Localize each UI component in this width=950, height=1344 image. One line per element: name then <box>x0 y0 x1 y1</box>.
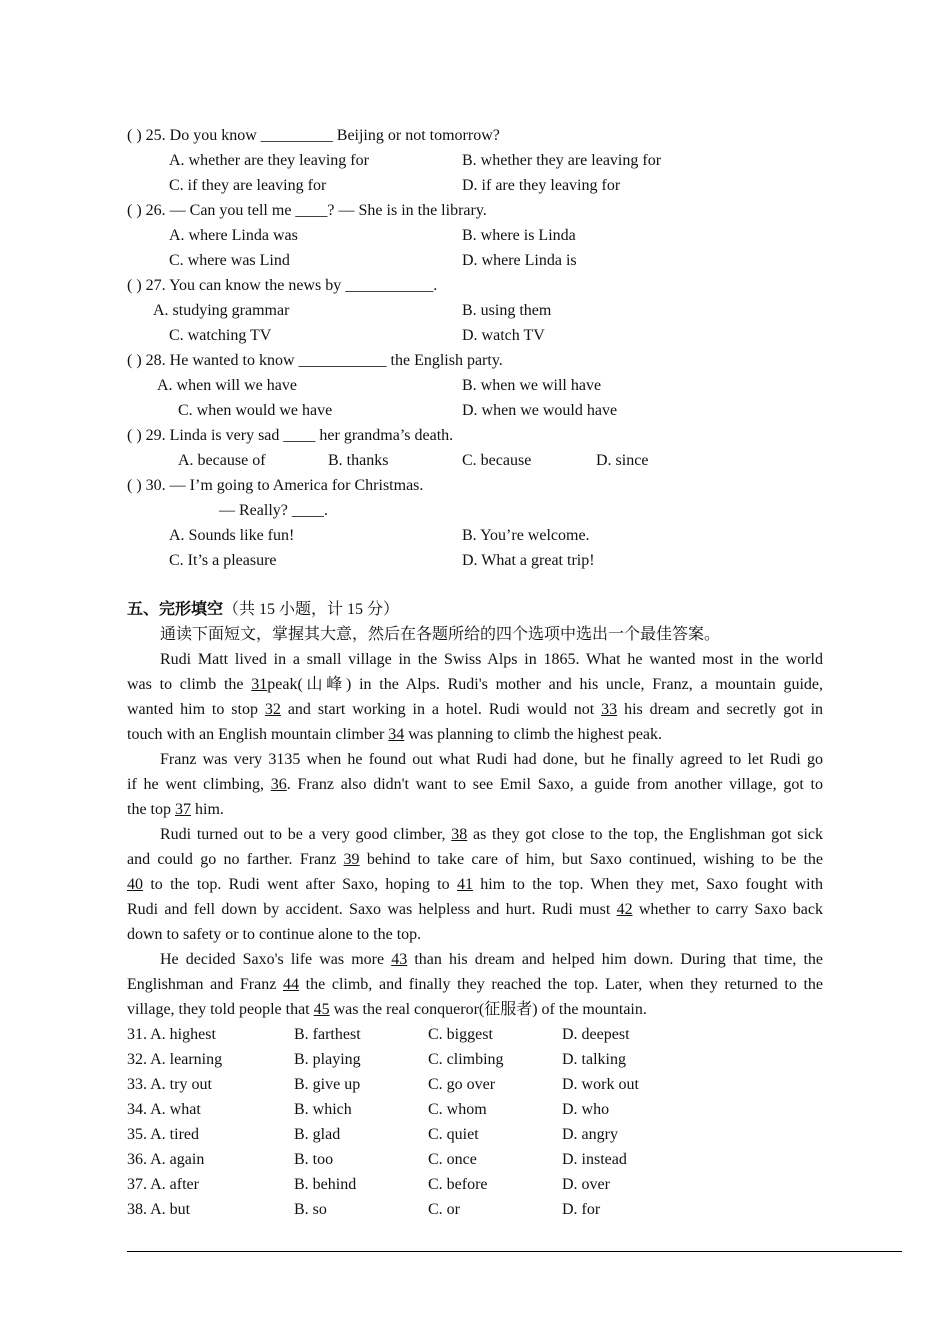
blank-32: 32 <box>264 701 281 718</box>
option-c: C. climbing <box>428 1051 504 1068</box>
q27-option-a: A. studying grammar <box>153 302 290 319</box>
option-c: C. go over <box>428 1076 496 1093</box>
blank-34: 34 <box>388 726 405 743</box>
p4-line1: He decided Saxo's life was more 43 than his dream and helped him down. During that time, the <box>160 951 824 968</box>
q25-option-a: A. whether are they leaving for <box>169 152 369 169</box>
option-a: 37. A. after <box>127 1176 199 1193</box>
question-27-stem: ( ) 27. You can know the news by ___________. <box>127 277 438 294</box>
option-b: B. which <box>294 1101 352 1118</box>
q30-option-c: C. It’s a pleasure <box>169 552 277 569</box>
q27-option-d: D. watch TV <box>462 327 545 344</box>
p1-line4: touch with an English mountain climber 34 was planning to climb the highest peak. <box>127 726 663 743</box>
q30-option-d: D. What a great trip! <box>462 552 595 569</box>
option-a: 36. A. again <box>127 1151 205 1168</box>
p3-line4: Rudi and fell down by accident. Saxo was helpless and hurt. Rudi must 42 whether to carry Saxo back <box>127 901 823 918</box>
option-b: B. farthest <box>294 1026 361 1043</box>
blank-41: 41 <box>456 876 473 893</box>
q30-option-b: B. You’re welcome. <box>462 527 590 544</box>
blank-42: 42 <box>616 901 633 918</box>
blank-40: 40 <box>127 876 143 893</box>
option-b: B. behind <box>294 1176 357 1193</box>
option-c: C. whom <box>428 1101 487 1118</box>
option-c: C. quiet <box>428 1126 479 1143</box>
section-note: （共 15 小题，计 15 分） <box>223 601 400 618</box>
question-30-reply: — Really? ____. <box>219 502 328 519</box>
option-d: D. instead <box>562 1151 627 1168</box>
q26-option-d: D. where Linda is <box>462 252 577 269</box>
option-d: D. who <box>562 1101 610 1118</box>
option-c: C. or <box>428 1201 460 1218</box>
q29-option-d: D. since <box>596 452 649 469</box>
blank-33: 33 <box>601 701 618 718</box>
blank-39: 39 <box>343 851 360 868</box>
q28-option-d: D. when we would have <box>462 402 618 419</box>
q29-option-c: C. because <box>462 452 532 469</box>
option-c: C. biggest <box>428 1026 493 1043</box>
section-heading <box>127 600 399 620</box>
q30-option-a: A. Sounds like fun! <box>169 527 295 544</box>
q27-option-c: C. watching TV <box>169 327 272 344</box>
question-26-stem: ( ) 26. — Can you tell me ____? — She is in the library. <box>127 202 487 219</box>
p3-line1: Rudi turned out to be a very good climber, 38 as they got close to the top, the Englishman got sick <box>160 826 824 843</box>
blank-45: 45 <box>313 1001 330 1018</box>
option-b: B. so <box>294 1201 327 1218</box>
option-a: 31. A. highest <box>127 1026 216 1043</box>
option-d: D. work out <box>562 1076 639 1093</box>
p1-line3: wanted him to stop 32 and start working in a hotel. Rudi would not 33 his dream and secretly got in <box>127 701 824 718</box>
q25-option-d: D. if are they leaving for <box>462 177 621 194</box>
option-a: 34. A. what <box>127 1101 201 1118</box>
option-b: B. playing <box>294 1051 361 1068</box>
question-25-stem: ( ) 25. Do you know _________ Beijing or not tomorrow? <box>127 127 500 144</box>
p1-line2: was to climb the 31peak(山峰) in the Alps. Rudi's mother and his uncle, Franz, a mountain guide, <box>127 676 824 693</box>
q28-option-a: A. when will we have <box>157 377 297 394</box>
option-d: D. talking <box>562 1051 626 1068</box>
p2-line2: if he went climbing, 36. Franz also didn't want to see Emil Saxo, a guide from another village, got to <box>127 776 824 793</box>
option-a: 38. A. but <box>127 1201 191 1218</box>
q29-option-a: A. because of <box>178 452 266 469</box>
q25-option-b: B. whether they are leaving for <box>462 152 662 169</box>
option-c: C. once <box>428 1151 477 1168</box>
instruction: 通读下面短文，掌握其大意，然后在各题所给的四个选项中选出一个最佳答案。 <box>160 626 721 643</box>
q26-option-b: B. where is Linda <box>462 227 576 244</box>
option-c: C. before <box>428 1176 488 1193</box>
q27-option-b: B. using them <box>462 302 552 319</box>
option-d: D. deepest <box>562 1026 630 1043</box>
p2-line3: the top 37 him. <box>127 801 224 818</box>
p1-line1: Rudi Matt lived in a small village in the Swiss Alps in 1865. What he wanted most in the world <box>160 651 823 668</box>
p4-line3: village, they told people that 45 was the real conqueror(征服者) of the mountain. <box>127 1001 647 1018</box>
p3-line3: 40 to the top. Rudi went after Saxo, hoping to 41 him to the top. When they met, Saxo fought with <box>127 876 824 893</box>
blank-37: 37 <box>175 801 191 818</box>
option-d: D. over <box>562 1176 610 1193</box>
q26-option-a: A. where Linda was <box>169 227 298 244</box>
q28-option-c: C. when would we have <box>178 402 333 419</box>
blank-38: 38 <box>451 826 468 843</box>
q29-option-b: B. thanks <box>328 452 389 469</box>
p4-line2: Englishman and Franz 44 the climb, and finally they reached the top. Later, when they returned to the <box>127 976 824 993</box>
blank-44: 44 <box>282 976 299 993</box>
p3-line2: and could go no farther. Franz 39 behind to take care of him, but Saxo continued, wishing to be the <box>127 851 824 868</box>
question-30-stem: ( ) 30. — I’m going to America for Christmas. <box>127 477 424 494</box>
blank-31: 31 <box>251 676 268 693</box>
q28-option-b: B. when we will have <box>462 377 602 394</box>
option-a: 33. A. try out <box>127 1076 212 1093</box>
option-b: B. too <box>294 1151 334 1168</box>
question-29-stem: ( ) 29. Linda is very sad ____ her grandma’s death. <box>127 427 454 444</box>
q26-option-c: C. where was Lind <box>169 252 290 269</box>
blank-43: 43 <box>391 951 408 968</box>
option-d: D. for <box>562 1201 601 1218</box>
blank-36: 36 <box>270 776 287 793</box>
section-title: 五、完形填空 <box>127 601 224 618</box>
question-28-stem: ( ) 28. He wanted to know ___________ the English party. <box>127 352 503 369</box>
footer-rule <box>127 1251 902 1252</box>
q25-option-c: C. if they are leaving for <box>169 177 327 194</box>
option-d: D. angry <box>562 1126 618 1143</box>
p3-line5: down to safety or to continue alone to the top. <box>127 926 422 943</box>
option-b: B. glad <box>294 1126 341 1143</box>
option-a: 35. A. tired <box>127 1126 199 1143</box>
option-a: 32. A. learning <box>127 1051 223 1068</box>
option-b: B. give up <box>294 1076 361 1093</box>
p2-line1: Franz was very 3135 when he found out what Rudi had done, but he finally agreed to let Rudi go <box>160 751 823 768</box>
